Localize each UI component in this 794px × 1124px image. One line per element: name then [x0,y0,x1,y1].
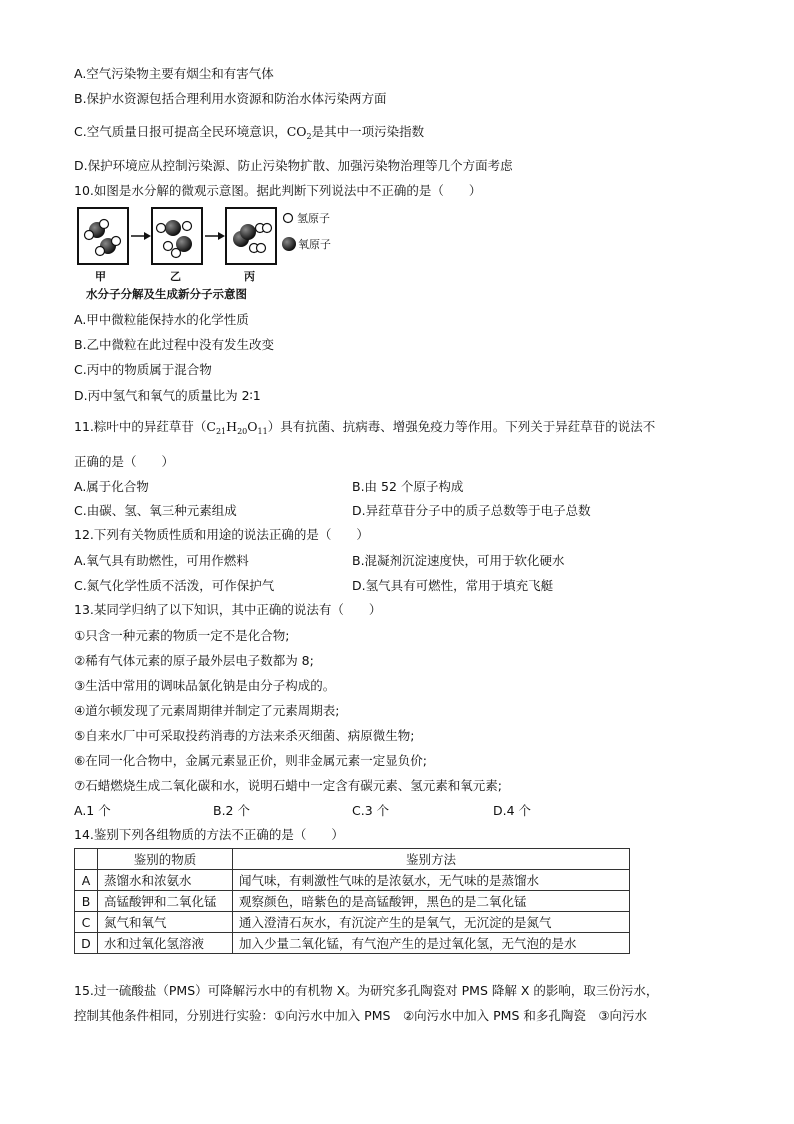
table-cell-substance: 水和过氧化氢溶液 [98,933,233,954]
table-row [75,891,630,912]
q10-option-c: C.丙中的物质属于混合物 [74,362,212,377]
q9-option-a: A.空气污染物主要有烟尘和有害气体 [74,66,274,81]
table-cell-letter: B [75,891,98,912]
table-row [75,912,630,933]
c21h20o11-formula: $C_{21}H_{20}O_{11}$ [206,419,268,436]
table-cell-letter: C [75,912,98,933]
hydrogen-molecule-2 [250,244,266,253]
q11-option-a: A.属于化合物 [74,479,149,494]
q9-option-d: D.保护环境应从控制污染源、防止污染物扩散、加强污染物治理等几个方面考虑 [74,158,513,173]
q15-line-1: 15.过一硫酸盐（PMS）可降解污水中的有机物 X。为研究多孔陶瓷对 PMS 降解 X 的影响，取三份污水， [74,983,659,998]
q13-option-c: C.3 个 [352,803,390,818]
table-cell-method: 观察颜色，暗紫色的是高锰酸钾，黑色的是二氧化锰 [233,891,630,912]
q13-item-2: ②稀有气体元素的原子最外层电子数都为 8; [74,653,314,668]
table-row [75,933,630,954]
label-bing: 丙 [244,270,255,283]
oxygen-legend-icon [282,237,296,251]
label-jia: 甲 [95,270,106,283]
q12-option-a: A.氧气具有助燃性，可用作燃料 [74,553,249,568]
q13-item-4: ④道尔顿发现了元素周期律并制定了元素周期表; [74,703,340,718]
q9-option-c-pre: C.空气质量日报可提高全民环境意识， [74,124,287,139]
q10-option-b: B.乙中微粒在此过程中没有发生改变 [74,337,275,352]
q12-option-b: B.混凝剂沉淀速度快，可用于软化硬水 [352,553,565,568]
q12-stem: 12.下列有关物质性质和用途的说法正确的是（ ） [74,527,369,542]
table-header-cell [75,849,98,870]
q10-option-a: A.甲中微粒能保持水的化学性质 [74,312,249,327]
q15-line-2: 控制其他条件相同，分别进行实验：①向污水中加入 PMS ②向污水中加入 PMS 和多孔陶瓷 ③向污水 [74,1008,648,1023]
q14-stem: 14.鉴别下列各组物质的方法不正确的是（ ） [74,827,344,842]
q11-option-b: B.由 52 个原子构成 [352,479,464,494]
table-header-cell: 鉴别方法 [233,849,630,870]
q9-option-c-post: 是其中一项污染指数 [311,124,425,139]
q14-table [74,848,630,954]
table-cell-substance: 蒸馏水和浓氨水 [98,870,233,891]
q10-stem: 10.如图是水分解的微观示意图。据此判断下列说法中不正确的是（ ） [74,183,482,198]
q9-option-c [74,124,424,145]
table-row [75,870,630,891]
table-header-cell: 鉴别的物质 [98,849,233,870]
q11-stem: 11.粽叶中的异荭草苷$(C_{21}H_{20}O_{11})$具有抗菌、抗病毒、增强免疫力等作用。下列关于异荭草苷的说法不 [74,419,656,436]
legend-oxygen-label: 氧原子 [298,238,331,251]
q12-option-d: D.氢气具有可燃性，常用于填充飞艇 [352,578,554,593]
table-cell-letter: D [75,933,98,954]
water-molecule-1 [85,220,109,240]
q13-option-b: B.2 个 [213,803,250,818]
table-cell-substance: 氮气和氧气 [98,912,233,933]
table-cell-letter: A [75,870,98,891]
q13-item-6: ⑥在同一化合物中，金属元素显正价，则非金属元素一定显负价; [74,753,427,768]
q12-option-c: C.氮气化学性质不活泼，可作保护气 [74,578,275,593]
water-decomposition-diagram [76,206,376,302]
diagram-caption: 水分子分解及生成新分子示意图 [86,287,247,301]
hydrogen-legend-icon [284,214,293,223]
q13-option-d: D.4 个 [493,803,532,818]
co2-formula: $CO_2$ [286,124,312,141]
table-cell-method: 闻气味，有刺激性气味的是浓氨水，无气味的是蒸馏水 [233,870,630,891]
q13-stem: 13.某同学归纳了以下知识，其中正确的说法有（ ） [74,602,382,617]
q9-option-b: B.保护水资源包括合理利用水资源和防治水体污染两方面 [74,91,387,106]
table-header-row [75,849,630,870]
legend-hydrogen-label: 氢原子 [297,212,330,225]
q13-item-1: ①只含一种元素的物质一定不是化合物; [74,628,290,643]
q10-option-d: D.丙中氢气和氧气的质量比为 2∶1 [74,388,261,403]
water-molecule-2 [96,237,121,256]
table-cell-substance: 高锰酸钾和二氧化锰 [98,891,233,912]
table-cell-method: 通入澄清石灰水，有沉淀产生的是氧气，无沉淀的是氮气 [233,912,630,933]
q13-item-3: ③生活中常用的调味品氯化钠是由分子构成的。 [74,678,336,693]
q13-item-7: ⑦石蜡燃烧生成二氧化碳和水，说明石蜡中一定含有碳元素、氢元素和氧元素; [74,778,502,793]
label-yi: 乙 [170,270,181,283]
q11-option-d: D.异荭草苷分子中的质子总数等于电子总数 [352,503,591,518]
q13-option-a: A.1 个 [74,803,111,818]
q11-option-c: C.由碳、氢、氧三种元素组成 [74,503,237,518]
hydrogen-molecule-1 [256,224,272,233]
q11-stem-line2: 正确的是（ ） [74,454,175,469]
table-cell-method: 加入少量二氧化锰，有气泡产生的是过氧化氢，无气泡的是水 [233,933,630,954]
q13-item-5: ⑤自来水厂中可采取投药消毒的方法来杀灭细菌、病原微生物; [74,728,415,743]
